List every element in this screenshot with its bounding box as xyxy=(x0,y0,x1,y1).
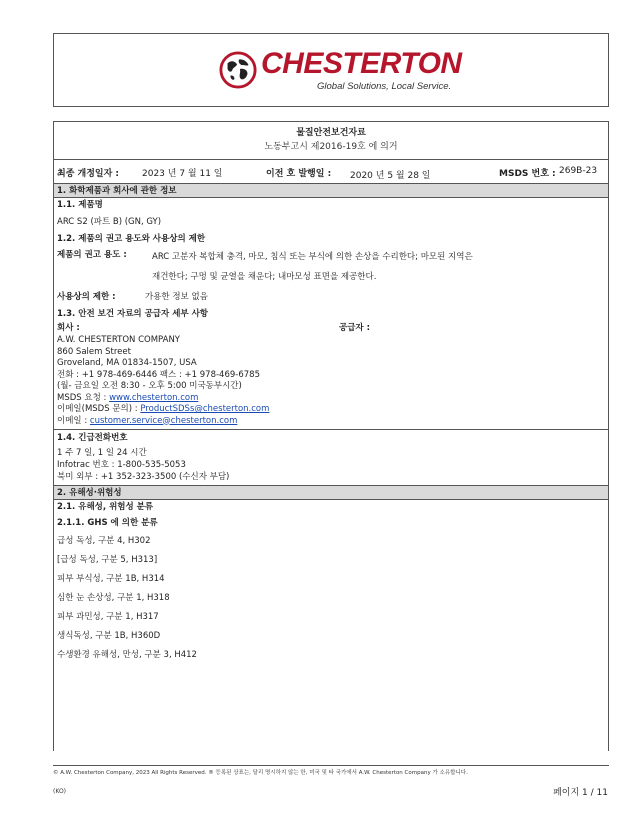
restriction-row xyxy=(54,287,608,307)
hazard-class: 심한 눈 손상성, 구분 1, H318 xyxy=(57,593,170,603)
subsection-1-1-title: 1.1. 제품명 xyxy=(57,200,103,210)
subsection-2-1-title: 2.1. 유해성, 위험성 분류 xyxy=(57,502,154,512)
subsection-1-4-title: 1.4. 긴급전화번호 xyxy=(57,433,128,443)
msds-number-value: 269B-23 xyxy=(559,166,598,176)
msds-email-label: 이메일(MSDS 문의) : xyxy=(57,404,141,414)
hazard-class: [급성 독성, 구분 5, H313] xyxy=(57,555,158,565)
page-number: 페이지 1 / 11 xyxy=(553,788,608,798)
company-address xyxy=(54,335,608,429)
restriction-label: 사용상의 제한 : xyxy=(57,292,116,302)
globe-icon xyxy=(219,51,257,89)
subsection-1-2-title: 1.2. 제품의 권고 용도와 사용상의 제한 xyxy=(57,234,206,244)
brand-name: CHESTERTON xyxy=(261,47,462,80)
customer-email-row xyxy=(54,416,608,428)
restriction-value: 가용한 정보 없음 xyxy=(145,292,208,302)
recommended-use-line-2: 재건한다; 구멍 및 균열을 채운다; 내마모성 표면을 제공한다. xyxy=(152,272,377,282)
document-title: 물질안전보건자료 xyxy=(296,128,366,138)
emergency-line: Infotrac 번호 : 1-800-535-5053 xyxy=(57,460,186,470)
revision-label: 최종 개정일자 : xyxy=(57,169,120,179)
msds-request-row xyxy=(54,393,608,405)
msds-email-row xyxy=(54,404,608,416)
company-line: 860 Salem Street xyxy=(57,346,131,357)
subsection-2-1-1-title: 2.1.1. GHS 에 의한 분류 xyxy=(57,518,158,528)
msds-email-link[interactable]: ProductSDSs@chesterton.com xyxy=(140,404,270,414)
emergency-line: 1 주 7 일, 1 일 24 시간 xyxy=(57,448,147,458)
hazard-class: 급성 독성, 구분 4, H302 xyxy=(57,536,151,546)
customer-email-label: 이메일 : xyxy=(57,415,90,426)
copyright-notice: © A.W. Chesterton Company, 2023 All Rights Reserved. ® 등록된 상표는, 달리 명시하지 않는 한, 미국 및 타 국가에서 A.W. Chesterton Company 가 소유합니다. xyxy=(53,770,468,776)
company-line: (월- 금요일 오전 8:30 - 오후 5:00 미국동부시간) xyxy=(57,381,242,391)
footer-divider xyxy=(53,765,609,766)
recommended-use-label: 제품의 권고 용도 : xyxy=(57,250,127,260)
supplier-label: 공급자 : xyxy=(339,323,370,333)
hazard-class: 수생환경 유해성, 만성, 구분 3, H412 xyxy=(57,650,197,660)
revision-value: 2023 년 7 월 11 일 xyxy=(142,169,223,179)
brand-tagline: Global Solutions, Local Service. xyxy=(317,81,452,92)
recommended-use-row xyxy=(54,247,608,287)
logo-box xyxy=(53,33,609,107)
hazard-class: 피부 부식성, 구분 1B, H314 xyxy=(57,574,165,584)
language-code: (KO) xyxy=(53,788,67,795)
msds-request-label: MSDS 요청 : xyxy=(57,392,110,403)
company-label: 회사 : xyxy=(57,323,80,333)
section-1-heading: 1. 화학제품과 회사에 관한 정보 xyxy=(54,184,608,198)
customer-email-link[interactable]: customer.service@chesterton.com xyxy=(89,415,238,426)
section-2-heading: 2. 유해성·위험성 xyxy=(54,486,608,500)
website-link[interactable]: www.chesterton.com xyxy=(109,392,199,403)
revision-row xyxy=(54,160,608,184)
document-subtitle: 노동부고시 제2016-19호 에 의거 xyxy=(264,142,398,152)
prev-issue-value: 2020 년 5 월 28 일 xyxy=(350,171,431,181)
section-1-body xyxy=(54,198,608,430)
subsection-1-3-title: 1.3. 안전 보건 자료의 공급자 세부 사항 xyxy=(57,309,208,319)
hazard-class: 피부 과민성, 구분 1, H317 xyxy=(57,612,159,622)
company-supplier-row xyxy=(54,322,608,335)
section-2-body xyxy=(54,500,608,665)
emergency-block xyxy=(54,430,608,486)
company-line: 전화 : +1 978-469-6446 팩스 : +1 978-469-6785 xyxy=(57,369,260,380)
emergency-line: 북미 외부 : +1 352-323-3500 (수신자 부담) xyxy=(57,472,230,482)
product-name: ARC S2 (파트 B) (GN, GY) xyxy=(57,217,162,227)
msds-number-label: MSDS 번호 : xyxy=(499,169,556,179)
prev-issue-label: 이전 호 발행일 : xyxy=(266,169,332,179)
recommended-use-line-1: ARC 고분자 복합체 충격, 마모, 침식 또는 부식에 의한 손상을 수리한다; 마모된 지역은 xyxy=(152,252,473,262)
company-line: Groveland, MA 01834-1507, USA xyxy=(57,358,197,368)
chesterton-logo xyxy=(219,47,469,97)
msds-sheet xyxy=(53,121,609,751)
hazard-class: 생식독성, 구분 1B, H360D xyxy=(57,631,161,641)
document-header xyxy=(54,122,608,160)
company-line: A.W. CHESTERTON COMPANY xyxy=(57,335,180,345)
